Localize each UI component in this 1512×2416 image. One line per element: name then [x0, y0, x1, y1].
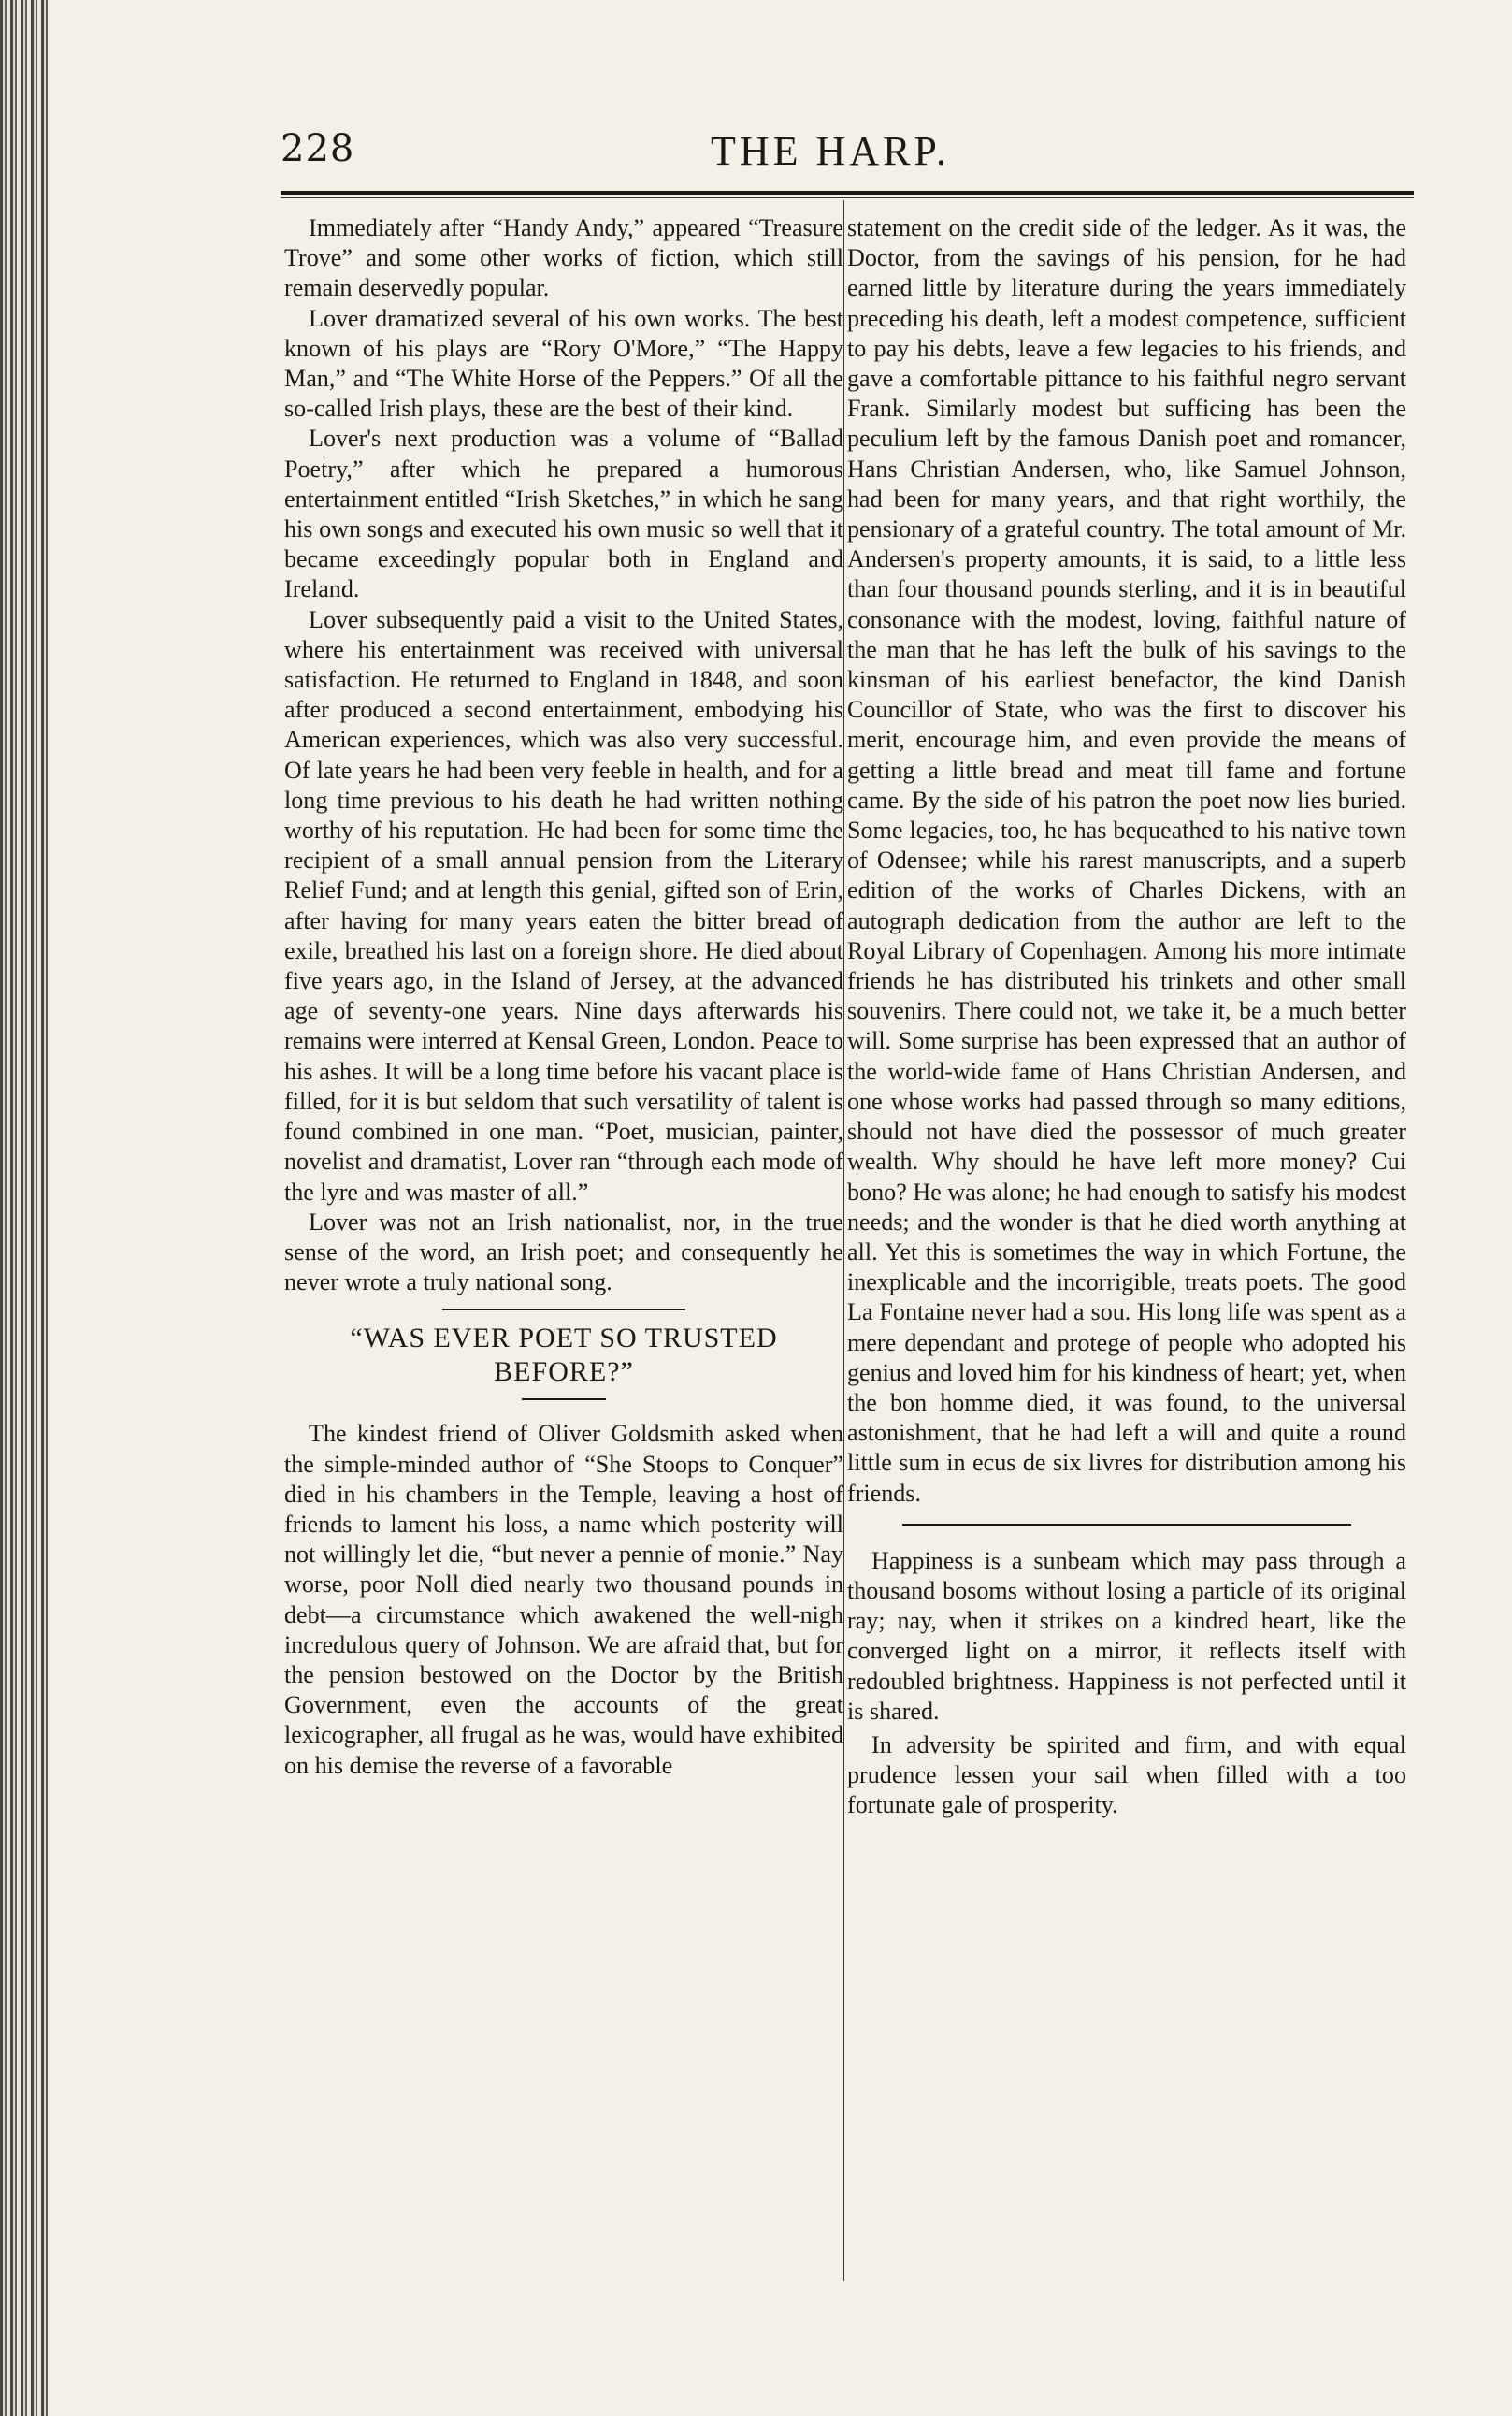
- paragraph: The kindest friend of Oliver Goldsmith asked when the simple-minded author of “She Stoops to Conquer” died in his chambers in the Temple, leaving a host of friends to lament his loss, a name which posterity will not willingly let die, “but never a pennie of monie.” Nay worse, poor Noll died nearly two thousand pounds in debt—a circumstance which awakened the well-nigh incredulous query of Johnson. We are afraid that, but for the pension bestowed on the Doctor by the British Government, even the accounts of the great lexicographer, all frugal as he was, would have exhibited on his demise the reverse of a favorable: [284, 1420, 843, 1779]
- section-rule-short: [522, 1398, 606, 1400]
- header-rule-thin: [281, 197, 1414, 198]
- section-rule: [442, 1309, 685, 1310]
- page-title: THE HARP.: [711, 128, 951, 174]
- header-rule: [281, 191, 1414, 195]
- paragraph: Immediately after “Handy Andy,” appeared “Treasure Trove” and some other works of fiction, which still remain deservedly popular.: [284, 214, 843, 302]
- paragraph: Lover subsequently paid a visit to the United States, where his entertainment was received with universal satisfaction. He returned to England in 1848, and soon after produced a second entertainment, embodying his American experiences, which was also very successful. Of late years he had been very feeble in health, and for a long time previous to his death he had written nothing worthy of his reputation. He had been for some time the recipient of a small annual pension from the Literary Relief Fund; and at length this genial, gifted son of Erin, after having for many years eaten the bitter bread of exile, breathed his last on a foreign shore. He died about five years ago, in the Island of Jersey, at the advanced age of seventy-one years. Nine days afterwards his remains were interred at Kensal Green, London. Peace to his ashes. It will be a long time before his vacant place is filled, for it is but seldom that such versatility of talent is found combined in one man. “Poet, musician, painter, novelist and dramatist, Lover ran “through each mode of the lyre and was master of all.”: [284, 605, 843, 1206]
- section-rule: [902, 1524, 1351, 1526]
- page-header: [281, 127, 1403, 193]
- book-spine-edge: [0, 0, 49, 2416]
- right-column: [847, 213, 1406, 1821]
- paragraph: statement on the credit side of the ledger. As it was, the Doctor, from the savings of his pension, for he had earned little by literature during the years immediately preceding his death, left a modest competence, sufficient to pay his debts, leave a few legacies to his friends, and gave a comfortable pittance to his faithful negro servant Frank. Similarly modest but sufficing has been the peculium left by the famous Danish poet and romancer, Hans Christian Andersen, who, like Samuel Johnson, had been for many years, and that right worthily, the pensionary of a grateful country. The total amount of Mr. Andersen's property amounts, it is said, to a little less than four thousand pounds sterling, and it is in beautiful consonance with the modest, loving, faithful nature of the man that he has left the bulk of his savings to the kinsman of his earliest benefactor, the kind Danish Councillor of State, who was the first to discover his merit, encourage him, and even provide the means of getting a little bread and meat till fame and fortune came. By the side of his patron the poet now lies buried. Some legacies, too, he has bequeathed to his native town of Odensee; while his rarest manuscripts, and a superb edition of the works of Charles Dickens, with an autograph dedication from the author are left to the Royal Library of Copenhagen. Among his more intimate friends he has distributed his trinkets and other small souvenirs. There could not, we take it, be a much better will. Some surprise has been expressed that an author of the world-wide fame of Hans Christian Andersen, and one whose works had passed through so many editions, should not have died the possessor of much greater wealth. Why should he have left more money? Cui bono? He was alone; he had enough to satisfy his modest needs; and the wonder is that he died worth anything at all. Yet this is sometimes the way in which Fortune, the inexplicable and the incorrigible, treats poets. The good La Fontaine never had a sou. His long life was spent as a mere dependant and protege of people who adopted his genius and loved him for his kindness of heart; yet, when the bon homme died, it was found, to the universal astonishment, that he had left a will and quite a round little sum in ecus de six livres for distribution among his friends.: [847, 214, 1406, 1507]
- paragraph: Lover was not an Irish nationalist, nor, in the true sense of the word, an Irish poet; and consequently he never wrote a truly national song.: [284, 1208, 843, 1296]
- page-number: 228: [281, 127, 355, 170]
- column-divider: [843, 200, 844, 2281]
- paragraph: Lover dramatized several of his own works. The best known of his plays are “Rory O'More,” “The Happy Man,” and “The White Horse of the Peppers.” Of all the so-called Irish plays, these are the best of their kind.: [284, 304, 843, 423]
- paragraph: Lover's next production was a volume of “Ballad Poetry,” after which he prepared a humorous entertainment entitled “Irish Sketches,” in which he sang his own songs and executed his own music so well that it became exceedingly popular both in England and Ireland.: [284, 425, 843, 603]
- maxim-paragraph: Happiness is a sunbeam which may pass through a thousand bosoms without losing a particle of its original ray; nay, when it strikes on a kindred heart, like the converged light on a mirror, it reflects itself with redoubled brightness. Happiness is not perfected until it is shared.: [847, 1546, 1406, 1725]
- left-column: [284, 213, 843, 1781]
- maxim-paragraph: In adversity be spirited and firm, and with equal prudence lessen your sail when filled with a too fortunate gale of prosperity.: [847, 1730, 1406, 1819]
- section-title: “WAS EVER POET SO TRUSTED BEFORE?”: [350, 1323, 778, 1388]
